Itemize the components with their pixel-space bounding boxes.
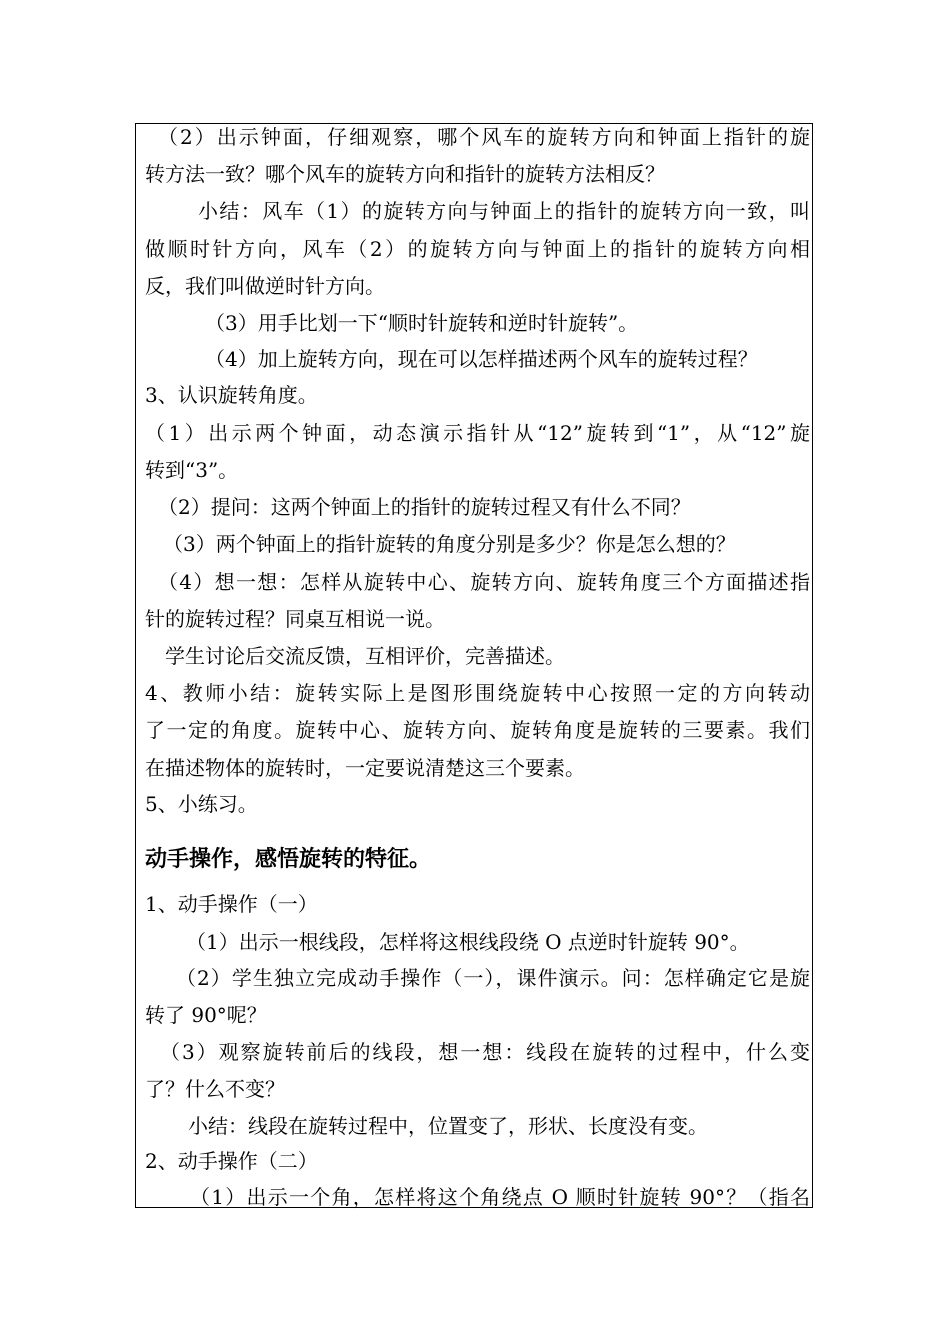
text-line-26: 了？什么不变？ <box>145 1077 285 1101</box>
text-line-25: （3）观察旋转前后的线段，想一想：线段在旋转的过程中，什么变 <box>160 1040 810 1064</box>
step-3-title: 3、认识旋转角度。 <box>145 383 318 407</box>
summary-line-3: 反，我们叫做逆时针方向。 <box>145 274 385 298</box>
text-line-24: 转了 90°呢？ <box>145 1003 267 1027</box>
text-line-2: 转方法一致？哪个风车的旋转方向和指针的旋转方法相反？ <box>145 162 665 186</box>
text-line-12: （3）两个钟面上的指针旋转的角度分别是多少？你是怎么想的？ <box>163 532 736 556</box>
activity-1-title: 1、动手操作（一） <box>145 892 318 916</box>
text-line-6: （3）用手比划一下“顺时针旋转和逆时针旋转”。 <box>205 311 639 335</box>
section-heading: 动手操作，感悟旋转的特征。 <box>145 847 432 872</box>
text-line-13: （4）想一想：怎样从旋转中心、旋转方向、旋转角度三个方面描述指 <box>158 570 810 594</box>
text-line-10: 转到“3”。 <box>145 458 239 482</box>
text-line-1: （2）出示钟面，仔细观察，哪个风车的旋转方向和钟面上指针的旋 <box>158 125 810 149</box>
teacher-summary-line-2: 了一定的角度。旋转中心、旋转方向、旋转角度是旋转的三要素。我们 <box>145 718 810 742</box>
step-5-title: 5、小练习。 <box>145 792 258 816</box>
activity-2-title: 2、动手操作（二） <box>145 1149 318 1173</box>
activity-1-summary: 小结：线段在旋转过程中，位置变了，形状、长度没有变。 <box>188 1114 708 1138</box>
text-line-9: （1）出示两个钟面，动态演示指针从“12”旋转到“1”，从“12”旋 <box>145 421 810 445</box>
teacher-summary-line-3: 在描述物体的旋转时，一定要说清楚这三个要素。 <box>145 756 585 780</box>
teacher-summary-line-1: 4、教师小结：旋转实际上是图形围绕旋转中心按照一定的方向转动 <box>145 681 810 705</box>
text-line-15: 学生讨论后交流反馈，互相评价，完善描述。 <box>165 644 565 668</box>
text-line-11: （2）提问：这两个钟面上的指针的旋转过程又有什么不同？ <box>158 495 691 519</box>
text-line-7: （4）加上旋转方向，现在可以怎样描述两个风车的旋转过程？ <box>205 347 758 371</box>
text-line-29: （1）出示一个角，怎样将这个角绕点 O 顺时针旋转 90°？（指名 <box>190 1185 810 1209</box>
text-line-14: 针的旋转过程？同桌互相说一说。 <box>145 607 445 631</box>
summary-line-2: 做顺时针方向，风车（2）的旋转方向与钟面上的指针的旋转方向相 <box>145 237 810 261</box>
text-line-23: （2）学生独立完成动手操作（一），课件演示。问：怎样确定它是旋 <box>176 966 810 990</box>
summary-line-1: 小结：风车（1）的旋转方向与钟面上的指针的旋转方向一致，叫 <box>198 199 810 223</box>
text-line-22: （1）出示一根线段，怎样将这根线段绕 O 点逆时针旋转 90°。 <box>186 930 750 954</box>
